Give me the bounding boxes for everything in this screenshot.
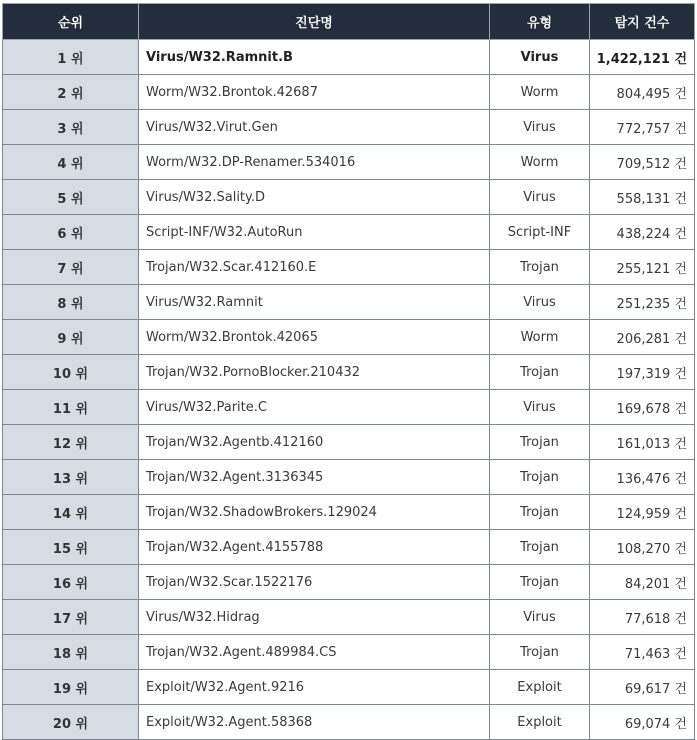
detection-count-cell: 197,319 건 [590, 355, 695, 390]
table-header-row [3, 4, 695, 40]
malware-type-cell: Trojan [490, 565, 590, 600]
malware-type-cell: Exploit [490, 705, 590, 740]
malware-type-cell: Exploit [490, 670, 590, 705]
table-row [3, 670, 695, 705]
detection-name-cell: Worm/W32.DP-Renamer.534016 [139, 145, 490, 180]
detection-name-cell: Virus/W32.Virut.Gen [139, 110, 490, 145]
detection-count-cell: 255,121 건 [590, 250, 695, 285]
name-column-header: 진단명 [139, 4, 490, 40]
malware-type-cell: Trojan [490, 495, 590, 530]
rank-cell: 10 위 [3, 355, 139, 390]
malware-type-cell: Trojan [490, 530, 590, 565]
detection-count-cell: 206,281 건 [590, 320, 695, 355]
detection-count-cell: 136,476 건 [590, 460, 695, 495]
type-column-header: 유형 [490, 4, 590, 40]
rank-cell: 16 위 [3, 565, 139, 600]
table-body [3, 40, 695, 740]
detection-name-cell: Trojan/W32.Scar.1522176 [139, 565, 490, 600]
detection-name-cell: Virus/W32.Hidrag [139, 600, 490, 635]
malware-type-cell: Virus [490, 110, 590, 145]
detection-count-cell: 161,013 건 [590, 425, 695, 460]
detection-count-cell: 558,131 건 [590, 180, 695, 215]
rank-cell: 18 위 [3, 635, 139, 670]
rank-cell: 4 위 [3, 145, 139, 180]
table-row [3, 600, 695, 635]
rank-column-header: 순위 [3, 4, 139, 40]
table-row [3, 530, 695, 565]
malware-type-cell: Virus [490, 285, 590, 320]
detection-name-cell: Trojan/W32.Scar.412160.E [139, 250, 490, 285]
rank-cell: 8 위 [3, 285, 139, 320]
rank-cell: 7 위 [3, 250, 139, 285]
table-row [3, 565, 695, 600]
malware-type-cell: Trojan [490, 635, 590, 670]
detection-name-cell: Exploit/W32.Agent.58368 [139, 705, 490, 740]
detection-name-cell: Virus/W32.Ramnit.B [139, 40, 490, 75]
malware-type-cell: Trojan [490, 355, 590, 390]
detection-count-cell: 772,757 건 [590, 110, 695, 145]
rank-cell: 6 위 [3, 215, 139, 250]
detection-name-cell: Worm/W32.Brontok.42065 [139, 320, 490, 355]
detection-name-cell: Virus/W32.Sality.D [139, 180, 490, 215]
malware-type-cell: Worm [490, 75, 590, 110]
detection-count-cell: 251,235 건 [590, 285, 695, 320]
detection-name-cell: Trojan/W32.Agent.489984.CS [139, 635, 490, 670]
rank-cell: 17 위 [3, 600, 139, 635]
malware-type-cell: Trojan [490, 460, 590, 495]
detection-name-cell: Trojan/W32.Agentb.412160 [139, 425, 490, 460]
detection-count-cell: 77,618 건 [590, 600, 695, 635]
detection-count-cell: 438,224 건 [590, 215, 695, 250]
detection-name-cell: Trojan/W32.ShadowBrokers.129024 [139, 495, 490, 530]
detection-count-cell: 124,959 건 [590, 495, 695, 530]
rank-cell: 3 위 [3, 110, 139, 145]
table-row [3, 635, 695, 670]
detection-name-cell: Virus/W32.Ramnit [139, 285, 490, 320]
count-column-header: 탐지 건수 [590, 4, 695, 40]
malware-type-cell: Trojan [490, 425, 590, 460]
table-row [3, 110, 695, 145]
table-row [3, 320, 695, 355]
detection-count-cell: 69,074 건 [590, 705, 695, 740]
malware-type-cell: Virus [490, 180, 590, 215]
rank-cell: 5 위 [3, 180, 139, 215]
rank-cell: 13 위 [3, 460, 139, 495]
malware-type-cell: Worm [490, 320, 590, 355]
detection-count-cell: 71,463 건 [590, 635, 695, 670]
detection-count-cell: 709,512 건 [590, 145, 695, 180]
rank-cell: 14 위 [3, 495, 139, 530]
table-row [3, 145, 695, 180]
malware-type-cell: Script-INF [490, 215, 590, 250]
detection-count-cell: 108,270 건 [590, 530, 695, 565]
rank-cell: 9 위 [3, 320, 139, 355]
rank-cell: 11 위 [3, 390, 139, 425]
table-row [3, 40, 695, 75]
table-row [3, 285, 695, 320]
table-row [3, 180, 695, 215]
table-row [3, 215, 695, 250]
table-row [3, 495, 695, 530]
detection-count-cell: 69,617 건 [590, 670, 695, 705]
detection-name-cell: Trojan/W32.PornoBlocker.210432 [139, 355, 490, 390]
detection-count-cell: 84,201 건 [590, 565, 695, 600]
detection-name-cell: Trojan/W32.Agent.3136345 [139, 460, 490, 495]
rank-cell: 20 위 [3, 705, 139, 740]
detection-name-cell: Trojan/W32.Agent.4155788 [139, 530, 490, 565]
table-row [3, 355, 695, 390]
malware-type-cell: Virus [490, 40, 590, 75]
detection-name-cell: Exploit/W32.Agent.9216 [139, 670, 490, 705]
table-row [3, 390, 695, 425]
table-row [3, 460, 695, 495]
detection-count-cell: 1,422,121 건 [590, 40, 695, 75]
rank-cell: 19 위 [3, 670, 139, 705]
rank-cell: 1 위 [3, 40, 139, 75]
malware-type-cell: Virus [490, 600, 590, 635]
rank-cell: 2 위 [3, 75, 139, 110]
detection-name-cell: Virus/W32.Parite.C [139, 390, 490, 425]
table-row [3, 75, 695, 110]
table-row [3, 250, 695, 285]
detection-name-cell: Worm/W32.Brontok.42687 [139, 75, 490, 110]
detection-count-cell: 169,678 건 [590, 390, 695, 425]
malware-type-cell: Virus [490, 390, 590, 425]
detection-name-cell: Script-INF/W32.AutoRun [139, 215, 490, 250]
table-row [3, 425, 695, 460]
malware-type-cell: Trojan [490, 250, 590, 285]
rank-cell: 15 위 [3, 530, 139, 565]
table-row [3, 705, 695, 740]
rank-cell: 12 위 [3, 425, 139, 460]
detection-count-cell: 804,495 건 [590, 75, 695, 110]
detection-ranking-table [2, 3, 695, 740]
malware-type-cell: Worm [490, 145, 590, 180]
